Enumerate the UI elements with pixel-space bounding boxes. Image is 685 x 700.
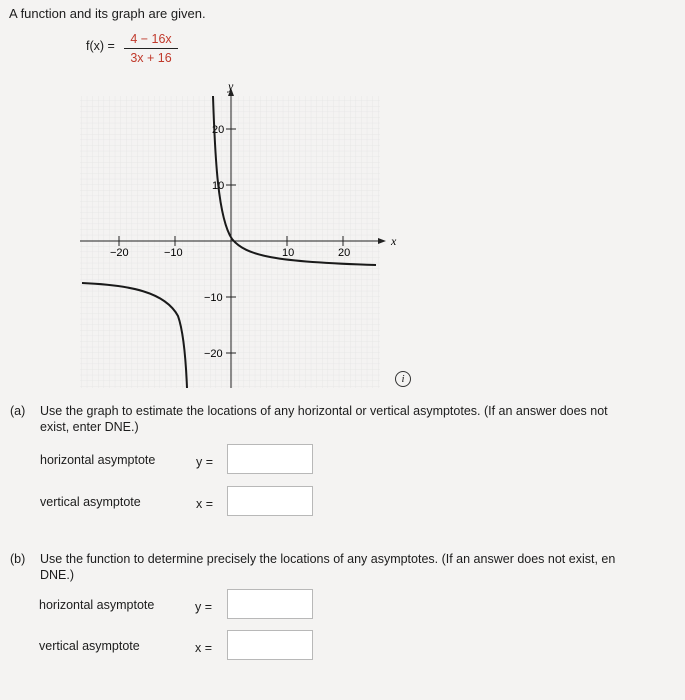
part-a-horizontal-eq: y = bbox=[196, 455, 214, 469]
x-axis-label: x bbox=[391, 234, 397, 248]
x-tick-label: 20 bbox=[338, 247, 351, 259]
part-a-vertical-input[interactable] bbox=[227, 486, 313, 516]
y-tick-label: 20 bbox=[212, 124, 225, 136]
part-b-vertical-label: vertical asymptote bbox=[39, 639, 140, 653]
x-tick-label: 10 bbox=[282, 247, 295, 259]
part-a-horizontal-input[interactable] bbox=[227, 444, 313, 474]
y-tick-label: −10 bbox=[204, 292, 223, 304]
part-a-prompt bbox=[40, 403, 685, 435]
part-b-horizontal-label: horizontal asymptote bbox=[39, 598, 155, 612]
part-a-vertical-eq: x = bbox=[196, 497, 214, 511]
function-denominator: 3x + 16 bbox=[130, 51, 172, 65]
x-tick-label: −10 bbox=[164, 247, 183, 259]
part-a-prompt-line2: exist, enter DNE.) bbox=[40, 420, 139, 434]
x-tick-label: −20 bbox=[110, 247, 129, 259]
part-b-horizontal-input[interactable] bbox=[227, 589, 313, 619]
y-tick-label: 10 bbox=[212, 180, 225, 192]
part-a-horizontal-label: horizontal asymptote bbox=[40, 453, 156, 467]
function-numerator: 4 − 16x bbox=[124, 32, 178, 49]
part-b-label: (b) bbox=[10, 552, 26, 566]
part-b-prompt bbox=[40, 551, 685, 583]
part-a-prompt-line1: Use the graph to estimate the locations of any horizontal or vertical asymptotes. (If an answer does not bbox=[40, 404, 608, 418]
function-lhs: f(x) = bbox=[86, 39, 115, 53]
part-b-vertical-eq: x = bbox=[195, 641, 213, 655]
function-fraction bbox=[124, 32, 178, 65]
function-graph bbox=[70, 78, 400, 390]
graph-grid bbox=[80, 96, 380, 388]
part-b-prompt-line2: DNE.) bbox=[40, 568, 75, 582]
part-b-prompt-line1: Use the function to determine precisely the locations of any asymptotes. (If an answer does not exist, en bbox=[40, 552, 616, 566]
part-b-horizontal-eq: y = bbox=[195, 600, 213, 614]
y-axis-label: y bbox=[228, 79, 234, 93]
part-a-label: (a) bbox=[10, 404, 26, 418]
intro-text: A function and its graph are given. bbox=[9, 6, 206, 21]
info-icon[interactable]: i bbox=[395, 371, 411, 387]
y-tick-label: −20 bbox=[204, 348, 223, 360]
part-b-vertical-input[interactable] bbox=[227, 630, 313, 660]
part-a-vertical-label: vertical asymptote bbox=[40, 495, 141, 509]
x-axis-arrow bbox=[378, 238, 386, 244]
